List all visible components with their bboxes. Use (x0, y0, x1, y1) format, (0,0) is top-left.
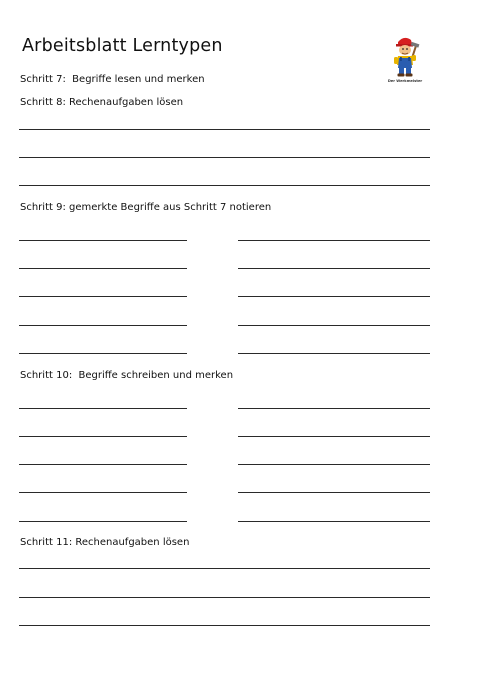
step-11-heading: Schritt 11: Rechenaufgaben lösen (20, 537, 190, 548)
answer-line-left[interactable] (19, 408, 187, 409)
answer-line-right[interactable] (238, 408, 430, 409)
logo-caption: Der Werkmeister (387, 79, 423, 83)
answer-line[interactable] (19, 597, 430, 598)
step-9-heading: Schritt 9: gemerkte Begriffe aus Schritt 7 notieren (20, 202, 272, 213)
answer-line-right[interactable] (238, 296, 430, 297)
craftsman-mascot-icon (385, 34, 425, 79)
answer-line-left[interactable] (19, 353, 187, 354)
answer-line-left[interactable] (19, 325, 187, 326)
answer-line-right[interactable] (238, 492, 430, 493)
answer-line-left[interactable] (19, 521, 187, 522)
answer-line-left[interactable] (19, 492, 187, 493)
step-8-heading: Schritt 8: Rechenaufgaben lösen (20, 97, 184, 108)
answer-line-left[interactable] (19, 296, 187, 297)
answer-line[interactable] (19, 157, 430, 158)
step-7-heading: Schritt 7: Begriffe lesen und merken (20, 74, 205, 85)
answer-line-right[interactable] (238, 436, 430, 437)
answer-line-right[interactable] (238, 240, 430, 241)
logo (385, 34, 425, 86)
answer-line-left[interactable] (19, 436, 187, 437)
answer-line-right[interactable] (238, 521, 430, 522)
answer-line-left[interactable] (19, 240, 187, 241)
answer-line[interactable] (19, 185, 430, 186)
answer-line-right[interactable] (238, 268, 430, 269)
answer-line-right[interactable] (238, 464, 430, 465)
worksheet-title: Arbeitsblatt Lerntypen (22, 36, 223, 56)
answer-line[interactable] (19, 568, 430, 569)
step-10-heading: Schritt 10: Begriffe schreiben und merken (20, 370, 234, 381)
answer-line[interactable] (19, 129, 430, 130)
answer-line-right[interactable] (238, 353, 430, 354)
answer-line[interactable] (19, 625, 430, 626)
answer-line-left[interactable] (19, 268, 187, 269)
answer-line-left[interactable] (19, 464, 187, 465)
answer-line-right[interactable] (238, 325, 430, 326)
